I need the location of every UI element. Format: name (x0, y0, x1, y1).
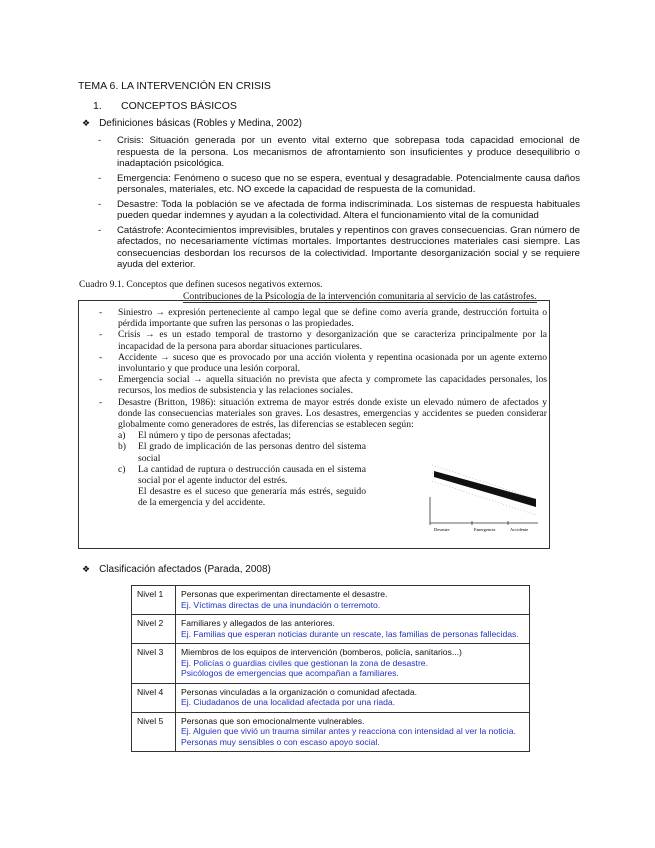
definitions-heading-text: Definiciones básicas (Robles y Medina, 2002) (99, 118, 302, 129)
definition-item: - Crisis: Situación generada por un evento vital externo que sobrepasa toda capacidad emocional de respuesta de la persona. Los mecanismos de afrontamiento son insuficientes y produce desequilibrio o inadaptación psicológica. (98, 135, 580, 170)
criteria-block (118, 430, 366, 508)
definition-item: - Desastre: Toda la población se ve afectada de forma indiscriminada. Los sistemas de respuesta habituales pueden quedar indemnes y ayudan a la colectividad. Altera el funcionamiento vital de la comunidad (98, 199, 580, 222)
diamond-bullet-icon: ❖ (82, 564, 91, 574)
diamond-bullet-icon: ❖ (82, 118, 91, 128)
cuadro-box (78, 300, 550, 549)
stress-band (434, 471, 536, 507)
cuadro-item: - Siniestro → expresión perteneciente al campo legal que se define como avería grande, destrucción fortuita o pérdida importante que sufren las personas o las propiedades. (99, 307, 547, 329)
desastre-intro: - Desastre (Britton, 1986): situación extrema de mayor estrés donde existe un elevado número de afectados y donde las consecuencias materiales son graves. Los desastres, emergencias y accidentes se pueden considerar globalmente como generadores de estrés, las diferencias se establecen según: (118, 396, 547, 431)
nivel-example: Ej. Alguien que vivió un trauma similar antes y reacciona con intensidad al ver la noticia. (181, 726, 516, 736)
page-title: TEMA 6. LA INTERVENCIÓN EN CRISIS (78, 80, 271, 92)
criterion-item: c) La cantidad de ruptura o destrucción causada en el sistema social por el agente inductor del estrés. (118, 463, 366, 487)
nivel-example: Psicólogos de emergencias que acompañan a familiares. (181, 668, 399, 678)
table-row (132, 712, 530, 752)
nivel-desc-cell: Familiares y allegados de las anteriores. Ej. Familias que esperan noticias durante un rescate, las familias de personas fallecidas. (176, 615, 530, 644)
nivel-desc-cell: Miembros de los equipos de intervención (bomberos, policía, sanitarios...) Ej. Policías o guardias civiles que gestionan la zona de desastre. Psicólogos de emergencias que acompañan a familiares. (176, 644, 530, 684)
table-row (132, 644, 530, 684)
cuadro-item: - Accidente → suceso que es provocado por una acción violenta y repentina ocasionada por un agente externo involuntario y que produce una lesión corporal. (99, 352, 547, 374)
clasificacion-heading-text: Clasificación afectados (Parada, 2008) (99, 564, 271, 575)
section-heading (93, 100, 237, 112)
figure-label: Accidente (510, 527, 529, 532)
section-title: CONCEPTOS BÁSICOS (121, 100, 237, 112)
definitions-list (98, 135, 580, 274)
nivel-example: Personas muy sensibles o con escaso apoyo social. (181, 736, 380, 747)
nivel-example: Ej. Familias que esperan noticias durante un rescate, las familias de personas fallecidas. (181, 628, 519, 639)
nivel-example: Ej. Víctimas directas de una inundación o terremoto. (181, 599, 381, 610)
cuadro-caption: Cuadro 9.1. Conceptos que definen sucesos negativos externos. (79, 279, 323, 290)
nivel-desc-cell: Personas que experimentan directamente el desastre. Ej. Víctimas directas de una inundación o terremoto. (176, 586, 530, 615)
cuadro-item: - Emergencia social → aquella situación no prevista que afecta y compromete las capacidades personales, los recursos, los medios de subsistencia y las relaciones sociales. (99, 374, 547, 396)
section-number: 1. (93, 100, 102, 112)
cuadro-item: - Crisis → es un estado temporal de trastorno y desorganización que se caracteriza principalmente por la incapacidad de la persona para abordar situaciones particulares. (99, 329, 547, 351)
definitions-heading (82, 118, 302, 129)
nivel-desc-cell: Personas que son emocionalmente vulnerables. Ej. Alguien que vivió un trauma similar antes y reacciona con intensidad al ver la noticia. Personas muy sensibles o con escaso apoyo social. (176, 712, 530, 752)
definition-item: - Catástrofe: Acontecimientos imprevisibles, brutales y repentinos con graves consecuencias. Gran número de afectados, no necesariamente víctimas mortales. Importantes destrucciones materiales casi siempre. Las consecuencias desbordan los recursos de la colectividad. Importante desorganización social y se requiere ayuda del exterior. (98, 225, 580, 271)
clasificacion-heading (82, 564, 271, 575)
nivel-desc-cell: Personas vinculadas a la organización o comunidad afectada. Ej. Ciudadanos de una localidad afectada por una riada. (176, 683, 530, 712)
stress-figure (424, 461, 544, 541)
nivel-example: Ej. Ciudadanos de una localidad afectada por una riada. (181, 697, 396, 707)
criterion-item: b) El grado de implicación de las personas dentro del sistema social (118, 441, 366, 464)
table-row (132, 683, 530, 712)
nivel-cell: Nivel 4 (132, 683, 176, 712)
conclusion: El desastre es el suceso que generaría más estrés, seguido de la emergencia y del accidente. (138, 486, 366, 509)
table-row (132, 615, 530, 644)
cuadro-credit-text: Contribuciones de la Psicología de la intervención comunitaria al servicio de las catástrofes. (183, 291, 537, 302)
criterion-item: a) El número y tipo de personas afectadas; (118, 430, 291, 442)
nivel-cell: Nivel 3 (132, 644, 176, 684)
table-row (132, 586, 530, 615)
niveles-table (131, 585, 530, 752)
nivel-example: Ej. Policías o guardias civiles que gestionan la zona de desastre. (181, 657, 428, 668)
nivel-cell: Nivel 5 (132, 712, 176, 752)
figure-label: Emergencia (474, 527, 496, 532)
nivel-cell: Nivel 1 (132, 586, 176, 615)
definition-item: - Emergencia: Fenómeno o suceso que no se espera, eventual y desagradable. Potencialmente causa daños personales, materiales, etc. NO excede la capacidad de respuesta de la comunidad. (98, 173, 580, 196)
nivel-cell: Nivel 2 (132, 615, 176, 644)
figure-label: Desastre (434, 527, 450, 532)
criteria-list (118, 430, 366, 508)
